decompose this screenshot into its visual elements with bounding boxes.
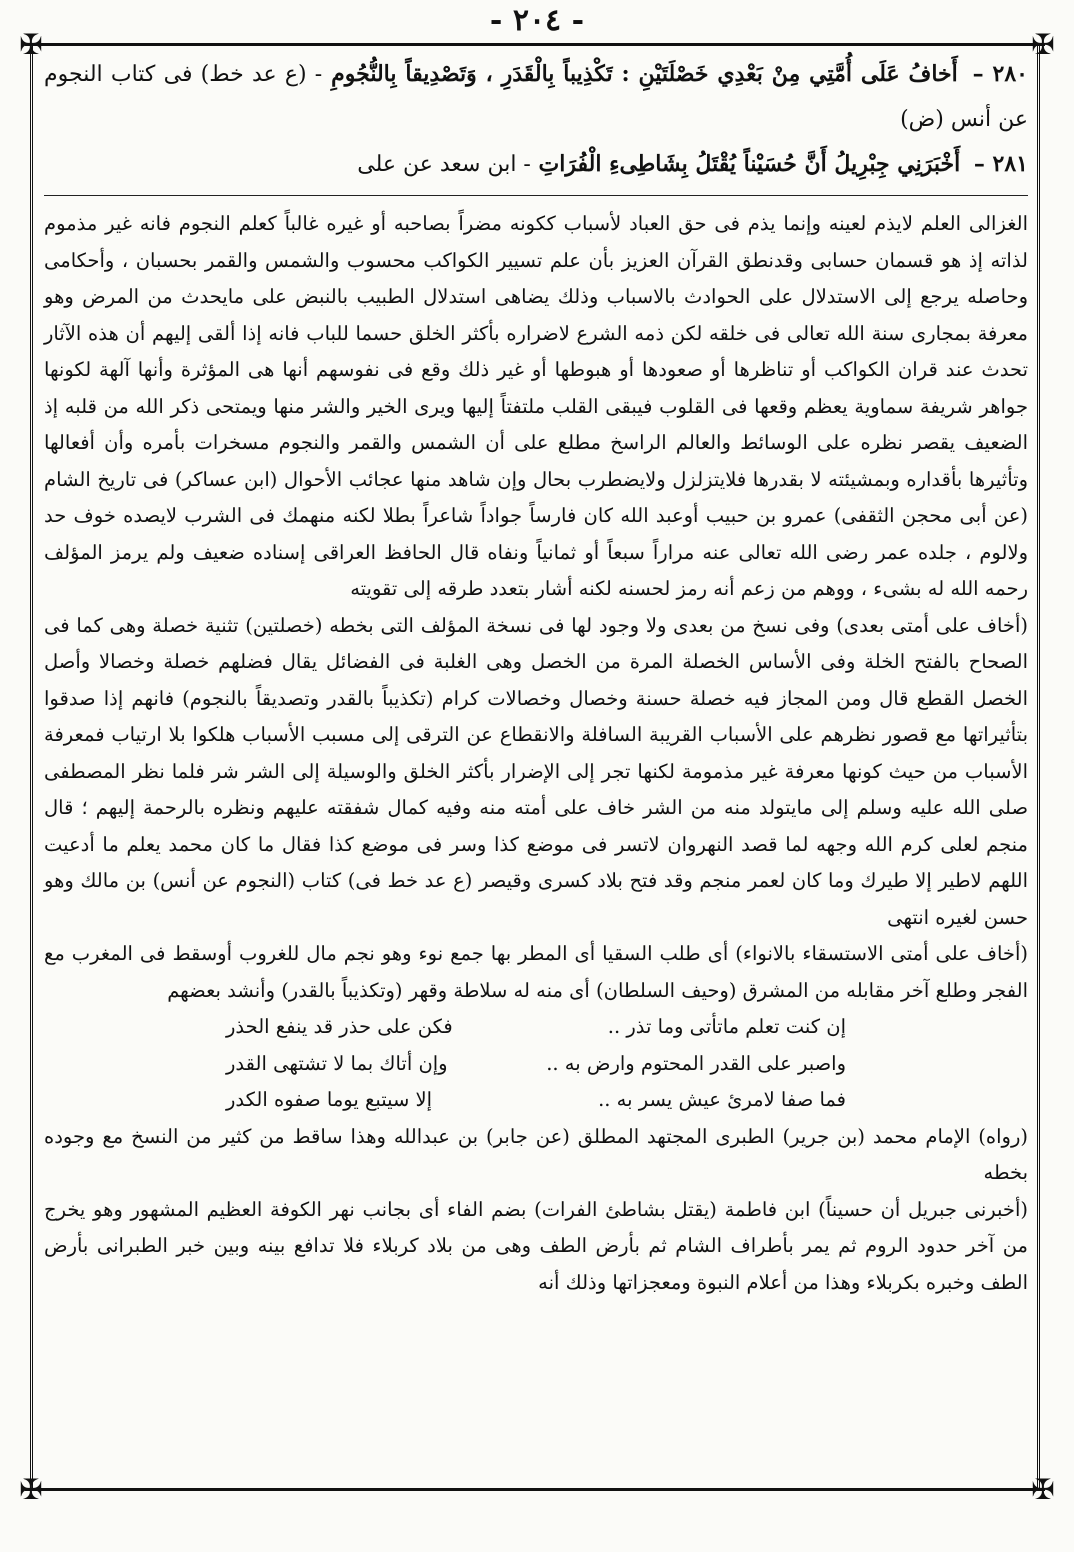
verse-first-hemistich: فما صفا لامرئ عيش يسر به .. bbox=[598, 1088, 846, 1111]
hadith-text: أَخافُ عَلَى أُمَّتِي مِنْ بَعْدِي خَصْلَتَيْنِ : تَكْذِيباً بِالْقَدَرِ ، وَتَصْدِيقاً بِالنُّجُومِ bbox=[331, 61, 958, 87]
page-content bbox=[44, 52, 1028, 1482]
commentary-paragraph: (أخاف على أمتى بعدى) وفى نسخ من بعدى ولا وجود لها فى نسخة المؤلف التى بخطه (خصلتين) تثنية خصلة وهى كما فى الصحاح بالفتح الخلة وفى الأساس الخصلة المرة من الخصل وهى الغلبة فى الفضائل يقال فضلهم خصلة وخصالا وأصل الخصل القطع قال ومن المجاز فيه خصلة حسنة وخصال وخصالات كرام (تكذيباً بالقدر وتصديقاً بالنجوم) فانهم إذا صدقوا بتأثيراتها مع قصور نظرهم على الأسباب القريبة السافلة والانقطاع عن الترقى إلى مسبب الأسباب هلكوا بلا ارتياب فمعرفة الأسباب من حيث كونها معرفة غير مذمومة لكنها تجر إلى الإضرار بأكثر الخلق والوسيلة إلى الشر شر فلما نظر المصطفى صلى الله عليه وسلم إلى مايتولد منه من الشر خاف على أمته منه وفيه كمال شفقته عليهم ونظره بالرحمة إليهم ؛ قال منجم لعلى كرم الله وجهه لما قصد النهروان لاتسر فى موضع كذا وسر فى موضع كذا فقال ما كان محمد يعلم ما أدعيت اللهم لاطير إلا طيرك وما كان لعمر منجم وقد فتح بلاد كسرى وقيصر (ع عد خط فى) كتاب (النجوم عن أنس) بن مالك وهو حسن لغيره انتهى bbox=[44, 613, 1028, 929]
hadith-text: أَخْبَرَنِي جِبْرِيلُ أَنَّ حُسَيْناً يُقْتَلُ بِشَاطِىءِ الْفُرَاتِ bbox=[538, 151, 961, 177]
corner-ornament-icon: ✠ bbox=[1031, 28, 1055, 61]
verse-second-hemistich: فكن على حذر قد ينفع الحذر bbox=[226, 1015, 453, 1038]
page-number: - ٢٠٤ - bbox=[489, 3, 585, 38]
verse-second-hemistich: وإن أتاك بما لا تشتهى القدر bbox=[226, 1051, 448, 1075]
corner-ornament-icon: ✠ bbox=[1031, 1473, 1055, 1506]
poem bbox=[226, 1009, 846, 1119]
section-divider bbox=[44, 195, 1028, 196]
commentary-paragraph: الغزالى العلم لايذم لعينه وإنما يذم فى حق العباد لأسباب ككونه مضراً بصاحبه أو غيره غالباً كعلم النجوم فانه غير مذموم لذاته إذ هو قسمان حسابى وقدنطق القرآن العزيز بأن علم تسيير الكواكب محسوب والشمس والقمر بحسبان ، وأحكامى وحاصله يرجع إلى الاستدلال على الحوادث بالاسباب وذلك يضاهى استدلال الطبيب بالنبض على مايحدث من المرض وهو معرفة بمجارى سنة الله تعالى فى خلقه لكن ذمه الشرع لاضراره بأكثر الخلق حسما للباب فانه إذا ألقى إليهم أن هذه الآثار تحدث عند قران الكواكب أو تناظرها أو صعودها أو هبوطها أو غير ذلك وقع فى نفوسهم أنها هى المؤثرة وأنها آلهة لكونها جواهر شريفة سماوية يعظم وقعها فى القلوب فيبقى القلب ملتفتاً إليها ويرى الخير والشر منها ويمتحى ذكر الله من قلبه إذ الضعيف يقصر نظره على الوسائط والعالم الراسخ مطلع على أن الشمس والقمر والنجوم مسخرات بأمره وأن أفعالها وتأثيرها بأقداره وبمشيئته لا بقدرها فلايتزلزل ولايضطرب بحال وإن شاهد منها عجائب الأحوال (ابن عساكر) فى تاريخ الشام (عن أبى محجن الثقفى) عمرو بن حبيب أوعبد الله كان فارساً جواداً شاعراً بطلا لكنه منهمك فى الشرب لايصده خوف حد ولالوم ، جلده عمر رضى الله تعالى عنه مراراً سبعاً أو ثمانياً ونفاه قال الحافظ العراقى إسناده ضعيف ولم يرمز المؤلف رحمه الله له بشىء ، ووهم من زعم أنه رمز لحسنه لكنه أشار بتعدد طرقه إلى تقويته bbox=[44, 212, 1028, 600]
hadith-number: ٢٨١ – bbox=[973, 151, 1028, 177]
poem-verse bbox=[226, 1009, 846, 1046]
verse-first-hemistich: واصبر على القدر المحتوم وارض به .. bbox=[546, 1051, 846, 1075]
hadith-source: - ابن سعد عن على bbox=[357, 152, 531, 177]
commentary-paragraph: (أخاف على أمتى الاستسقاء بالانواء) أى طلب السقيا أى المطر بها جمع نوء وهو نجم مال للغروب أوسقط فى المغرب مع الفجر وطلع آخر مقابله من المشرق (وحيف السلطان) أى منه له سلاطة وقهر (وتكذيباً بالقدر) وأنشد بعضهم bbox=[44, 942, 1028, 1002]
hadith-source: - (ع عد خط) فى كتاب النجوم عن أنس (ض) bbox=[44, 62, 1028, 132]
corner-ornament-icon: ✠ bbox=[19, 28, 43, 61]
poem-verse bbox=[226, 1082, 846, 1119]
hadith-number: ٢٨٠ – bbox=[972, 61, 1028, 87]
hadith-281 bbox=[44, 142, 1028, 187]
corner-ornament-icon: ✠ bbox=[19, 1473, 43, 1506]
verse-second-hemistich: إلا سيتبع يوما صفوه الكدر bbox=[226, 1088, 433, 1111]
commentary-paragraph: (رواه) الإمام محمد (بن جرير) الطبرى المجتهد المطلق (عن جابر) بن عبدالله وهذا ساقط من كثير من النسخ مع وجوده بخطه bbox=[44, 1124, 1028, 1184]
poem-verse bbox=[226, 1046, 846, 1083]
verse-first-hemistich: إن كنت تعلم ماتأتى وما تذر .. bbox=[607, 1015, 846, 1038]
commentary-paragraph: (أخبرنى جبريل أن حسيناً) ابن فاطمة (يقتل بشاطئ الفرات) بضم الفاء أى بجانب نهر الكوفة العظيم المشهور وهو يخرج من آخر حدود الروم ثم يمر بأطراف الشام ثم بأرض الطف وهى من بلاد كربلاء فلا تدافع بينه وبين خبر الطبرانى بأرض الطف وخبره بكربلاء وهذا من أعلام النبوة ومعجزاتها وذلك أنه bbox=[44, 1197, 1028, 1294]
hadith-280 bbox=[44, 52, 1028, 142]
